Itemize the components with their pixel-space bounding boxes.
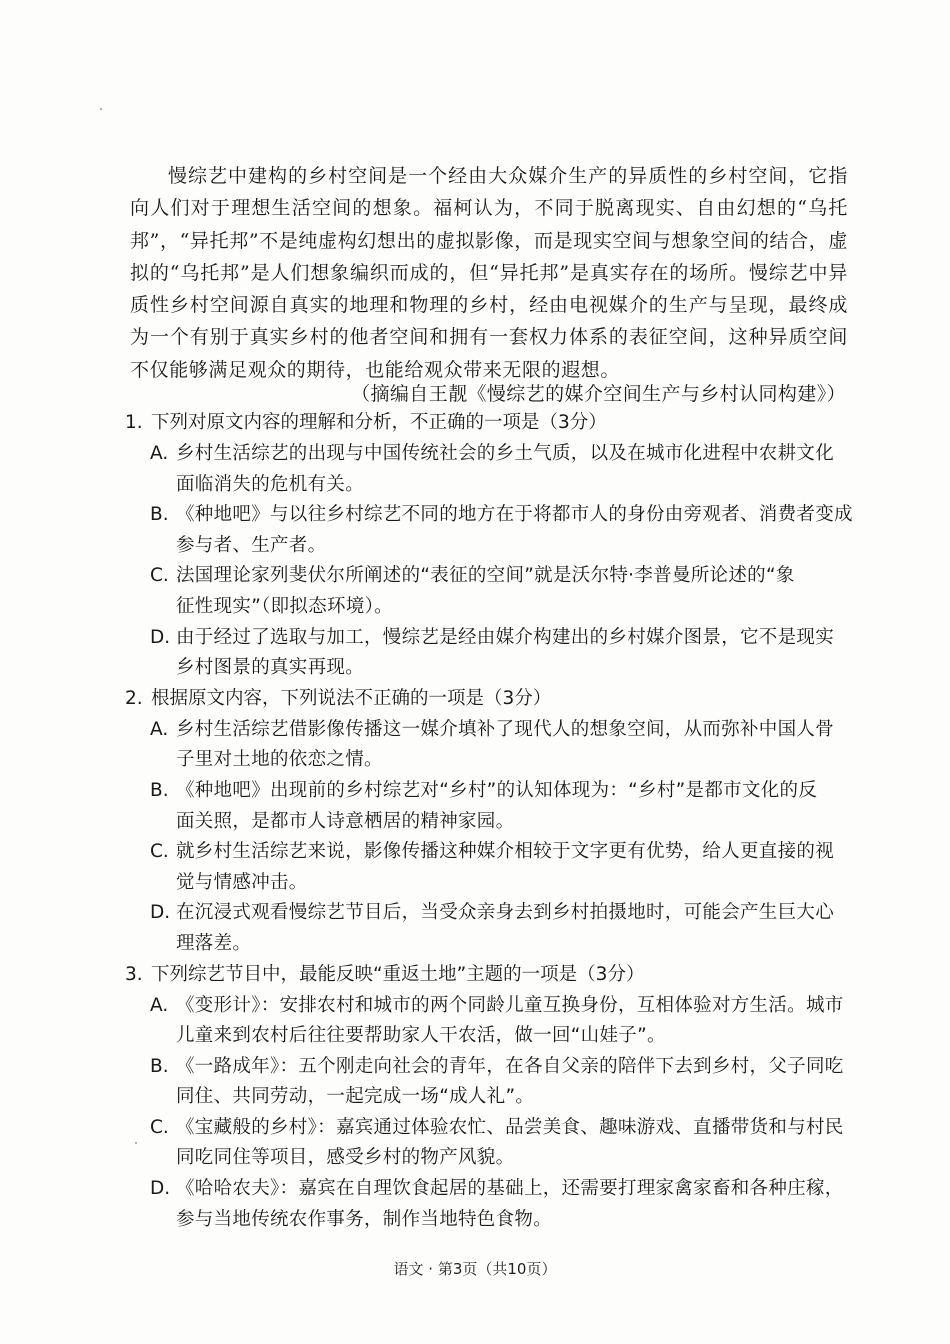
option-b[interactable]	[150, 500, 851, 561]
option-c[interactable]	[150, 837, 851, 898]
option-letter: D.	[150, 626, 171, 648]
option-text	[176, 1113, 851, 1174]
option-letter: B.	[150, 504, 169, 526]
question-list	[125, 408, 851, 1235]
passage-source: （摘编自王靓《慢综艺的媒介空间生产与乡村认同构建》）	[351, 383, 846, 405]
option-line: 理落差。	[176, 932, 252, 954]
option-line: 《种地吧》与以往乡村综艺不同的地方在于将都市人的身份由旁观者、消费者变成	[176, 504, 853, 526]
option-line: 《种地吧》出现前的乡村综艺对“乡村”的认知体现为：“乡村”是都市文化的反	[176, 779, 818, 801]
option-line: 同住、共同劳动，一起完成一场“成人礼”。	[176, 1086, 535, 1108]
question-text: 根据原文内容，下列说法不正确的一项是（3分）	[151, 687, 552, 709]
option-line: 《宝藏般的乡村》：嘉宾通过体验农忙、品尝美食、趣味游戏、直播带货和与村民	[176, 1116, 844, 1138]
option-letter: B.	[150, 779, 169, 801]
scan-speck	[100, 108, 102, 110]
option-line: 法国理论家列斐伏尔所阐述的“表征的空间”就是沃尔特·李普曼所论述的“象	[176, 565, 795, 587]
reading-passage	[130, 160, 848, 386]
option-text	[176, 623, 851, 684]
option-a[interactable]	[150, 715, 851, 776]
option-letter: B.	[150, 1055, 169, 1077]
option-line: 《变形计》：安排农村和城市的两个同龄儿童互换身份，互相体验对方生活。城市	[176, 994, 844, 1016]
option-b[interactable]	[150, 776, 851, 837]
option-line: 就乡村生活综艺来说，影像传播这种媒介相较于文字更有优势，给人更直接的视	[176, 841, 835, 863]
option-b[interactable]	[150, 1052, 851, 1113]
option-text	[176, 1174, 851, 1235]
option-line: 由于经过了选取与加工，慢综艺是经由媒介构建出的乡村媒介图景，它不是现实	[176, 626, 835, 648]
option-line: 儿童来到农村后往往要帮助家人干农活，做一回“山娃子”。	[176, 1025, 666, 1047]
question-text: 下列综艺节目中，最能反映“重返土地”主题的一项是（3分）	[151, 963, 645, 985]
option-line: 征性现实”（即拟态环境）。	[176, 595, 393, 617]
option-line: 在沉浸式观看慢综艺节目后，当受众亲身去到乡村拍摄地时，可能会产生巨大心	[176, 902, 835, 924]
option-letter: A.	[150, 443, 169, 464]
option-text	[176, 837, 851, 898]
option-text	[176, 561, 851, 622]
option-text	[176, 439, 851, 500]
option-line: 乡村生活综艺借影像传播这一媒介填补了现代人的想象空间，从而弥补中国人骨	[176, 718, 835, 740]
question-number: 1.	[125, 412, 143, 433]
option-c[interactable]	[150, 561, 851, 622]
question-number: 2.	[125, 687, 143, 709]
option-line: 子里对土地的依恋之情。	[176, 749, 383, 771]
option-line: 同吃同住等项目，感受乡村的物产风貌。	[176, 1147, 515, 1169]
option-letter: C.	[150, 565, 169, 587]
option-text	[176, 776, 851, 837]
option-d[interactable]	[150, 898, 851, 959]
option-d[interactable]	[150, 623, 851, 684]
option-letter: A.	[150, 718, 169, 740]
option-line: 觉与情感冲击。	[176, 871, 308, 893]
question-3	[125, 960, 851, 1236]
option-text	[176, 991, 851, 1052]
option-line: 乡村图景的真实再现。	[176, 657, 365, 679]
option-letter: C.	[150, 841, 169, 863]
passage-paragraph: 慢综艺中建构的乡村空间是一个经由大众媒介生产的异质性的乡村空间，它指向人们对于理想生活空间的想象。福柯认为，不同于脱离现实、自由幻想的“乌托邦”，“异托邦”不是纯虚构幻想出的虚拟影像，而是现实空间与想象空间的结合，虚拟的“乌托邦”是人们想象编织而成的，但“异托邦”是真实存在的场所。慢综艺中异质性乡村空间源自真实的地理和物理的乡村，经由电视媒介的生产与呈现，最终成为一个有别于真实乡村的他者空间和拥有一套权力体系的表征空间，这种异质空间不仅能够满足观众的期待，也能给观众带来无限的遐想。	[130, 165, 848, 381]
question-text: 下列对原文内容的理解和分析，不正确的一项是（3分）	[151, 412, 607, 433]
option-letter: C.	[150, 1116, 169, 1138]
option-line: 乡村生活综艺的出现与中国传统社会的乡土气质，以及在城市化进程中农耕文化	[176, 443, 835, 464]
option-letter: D.	[150, 902, 171, 924]
option-c[interactable]	[150, 1113, 851, 1174]
question-stem	[125, 684, 851, 715]
option-a[interactable]	[150, 439, 851, 500]
option-line: 《哈哈农夫》：嘉宾在自理饮食起居的基础上，还需要打理家禽家畜和各种庄稼，	[176, 1178, 844, 1200]
option-text	[176, 1052, 851, 1113]
option-line: 参与当地传统农作事务，制作当地特色食物。	[176, 1208, 553, 1230]
option-text	[176, 500, 853, 561]
option-letter: D.	[150, 1178, 171, 1200]
question-2	[125, 684, 851, 960]
question-number: 3.	[125, 963, 143, 985]
question-1	[125, 408, 851, 684]
option-letter: A.	[150, 994, 169, 1016]
option-d[interactable]	[150, 1174, 851, 1235]
question-stem	[125, 960, 851, 991]
option-line: 《一路成年》：五个刚走向社会的青年，在各自父亲的陪伴下去到乡村，父子同吃	[176, 1055, 844, 1077]
option-a[interactable]	[150, 991, 851, 1052]
question-stem	[125, 408, 851, 439]
option-text	[176, 715, 851, 776]
option-line: 面临消失的危机有关。	[176, 473, 365, 495]
option-line: 参与者、生产者。	[176, 534, 327, 556]
option-text	[176, 898, 851, 959]
page-footer: 语文 · 第3页（共10页）	[393, 1260, 557, 1278]
option-line: 面关照，是都市人诗意栖居的精神家园。	[176, 810, 515, 832]
